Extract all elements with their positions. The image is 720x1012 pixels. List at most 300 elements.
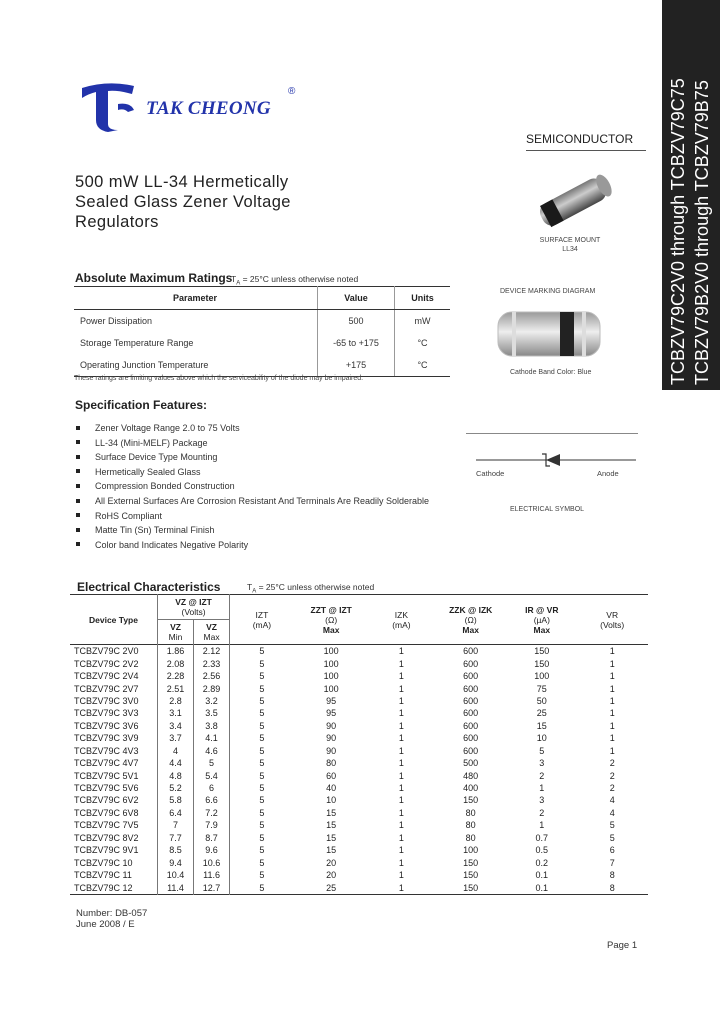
- value-cell: 0.2: [535, 857, 549, 868]
- value-cell: 150: [463, 870, 479, 881]
- value-cell: 5: [259, 671, 265, 682]
- ir-label: IR @ VR: [525, 604, 559, 615]
- value-cell: 5: [259, 857, 265, 868]
- list-item: [76, 438, 429, 453]
- table-row: [70, 782, 648, 794]
- param-cell: Power Dissipation: [74, 310, 318, 333]
- value-cell: 15: [536, 720, 547, 731]
- ir-unit: (µA): [533, 614, 550, 625]
- value-cell: 1: [398, 708, 404, 719]
- value-cell: 1: [398, 783, 404, 794]
- value-cell: 1: [398, 758, 404, 769]
- symbol-top-divider: [466, 433, 638, 434]
- package-caption-line: LL34: [562, 246, 578, 253]
- document-title: [75, 172, 291, 232]
- table-row: [70, 657, 648, 669]
- feature-text: RoHS Compliant: [95, 510, 163, 521]
- value-cell: 600: [463, 708, 479, 719]
- value-cell: 1: [539, 783, 545, 794]
- value-cell: 2.89: [194, 682, 230, 694]
- table-row: [70, 670, 648, 682]
- value-cell: 500: [463, 758, 479, 769]
- device-type-cell: TCBZV79C 6V8: [74, 807, 139, 818]
- zzt-unit: (Ω): [325, 614, 338, 625]
- value-cell: 3.5: [194, 707, 230, 719]
- tak-cheong-logo-icon: [78, 80, 136, 132]
- value-cell: 1: [398, 695, 404, 706]
- feature-text: Zener Voltage Range 2.0 to 75 Volts: [95, 423, 240, 433]
- value-cell: 9.6: [194, 844, 230, 856]
- value-cell: 1: [398, 683, 404, 694]
- value-cell: 6: [609, 845, 615, 856]
- value-cell: 2: [609, 783, 615, 794]
- device-type-cell: TCBZV79C 3V6: [74, 720, 139, 731]
- value-cell: 10: [536, 733, 547, 744]
- table-row: [70, 695, 648, 707]
- vz-unit: (Volts): [181, 607, 206, 617]
- package-caption: [520, 236, 620, 254]
- bullet-icon: [76, 469, 80, 473]
- list-item: [76, 496, 429, 511]
- condition-t: T: [247, 582, 253, 592]
- table-row: [70, 720, 648, 732]
- value-cell: 150: [463, 882, 479, 893]
- table-row: [70, 682, 648, 694]
- value-cell: 1: [609, 708, 615, 719]
- value-cell: 2.56: [194, 670, 230, 682]
- value-cell: 90: [326, 745, 337, 756]
- abs-max-footnote: These ratings are limiting values above which the serviceability of the diode may be impaired.: [74, 375, 364, 382]
- value-cell: 1: [398, 671, 404, 682]
- value-cell: 6: [194, 782, 230, 794]
- sidebar-line-c: TCBZV79C2V0 through TCBZV79C75: [668, 78, 688, 385]
- value-cell: 4.8: [157, 769, 193, 781]
- izt-label: IZT: [255, 609, 269, 620]
- vz-at-izt-label: VZ @ IZT: [175, 597, 212, 607]
- value-cell: 1: [398, 795, 404, 806]
- table-row: [70, 707, 648, 719]
- value-cell: 150: [463, 857, 479, 868]
- list-item: [76, 423, 429, 438]
- marking-caption: Cathode Band Color: Blue: [510, 369, 592, 376]
- value-cell: 1: [398, 646, 404, 657]
- value-cell: 8.7: [194, 832, 230, 844]
- value-cell: 100: [323, 683, 339, 694]
- value-cell: 5: [259, 882, 265, 893]
- value-cell: 2.28: [157, 670, 193, 682]
- value-cell: 20: [326, 857, 337, 868]
- value-cell: 15: [326, 820, 337, 831]
- anode-label: Anode: [597, 469, 619, 478]
- bullet-icon: [76, 440, 80, 444]
- value-cell: 5: [194, 757, 230, 769]
- value-cell: 3: [539, 795, 545, 806]
- table-row: [70, 732, 648, 744]
- col-izt: [230, 595, 294, 645]
- value-cell: 7.7: [157, 832, 193, 844]
- bullet-icon: [76, 426, 80, 430]
- value-cell: 2: [539, 770, 545, 781]
- value-cell: -65 to +175: [318, 332, 395, 354]
- value-cell: 600: [463, 683, 479, 694]
- value-cell: 4: [609, 807, 615, 818]
- part-range-sidebar: [662, 0, 720, 390]
- value-cell: 80: [465, 807, 476, 818]
- value-cell: 1: [609, 658, 615, 669]
- value-cell: 1: [398, 845, 404, 856]
- value-cell: 10.4: [157, 869, 193, 881]
- value-cell: 4: [157, 745, 193, 757]
- value-cell: 5.2: [157, 782, 193, 794]
- condition-rest: = 25°C unless otherwise noted: [256, 582, 375, 592]
- col-zzk: [434, 595, 507, 645]
- value-cell: 75: [536, 683, 547, 694]
- value-cell: 3.2: [194, 695, 230, 707]
- value-cell: 8: [609, 882, 615, 893]
- list-item: [76, 511, 429, 526]
- table-row: [74, 354, 450, 377]
- features-list: [76, 423, 429, 554]
- title-line: Sealed Glass Zener Voltage: [75, 193, 291, 211]
- unit-cell: °C: [395, 354, 451, 377]
- feature-text: LL-34 (Mini-MELF) Package: [95, 437, 208, 448]
- zzk-label: ZZK @ IZK: [449, 604, 493, 615]
- device-type-cell: TCBZV79C 2V2: [74, 658, 139, 669]
- title-line: 500 mW LL-34 Hermetically: [75, 173, 289, 191]
- device-type-cell: TCBZV79C 10: [74, 857, 133, 868]
- bullet-icon: [76, 484, 80, 488]
- table-row: [70, 645, 648, 658]
- cathode-label: Cathode: [476, 469, 505, 478]
- feature-text: Compression Bonded Construction: [95, 481, 235, 492]
- electrical-table: [70, 594, 648, 895]
- value-cell: 1: [609, 720, 615, 731]
- feature-text: Hermetically Sealed Glass: [95, 466, 201, 477]
- abs-max-heading: Absolute Maximum Ratings: [75, 271, 233, 285]
- list-item: [76, 481, 429, 496]
- device-type-cell: TCBZV79C 6V2: [74, 795, 139, 806]
- value-cell: 5: [259, 795, 265, 806]
- table-row: [70, 794, 648, 806]
- value-cell: 3.7: [157, 732, 193, 744]
- device-type-cell: TCBZV79C 5V6: [74, 783, 139, 794]
- value-cell: 25: [326, 882, 337, 893]
- table-row: [74, 310, 450, 333]
- value-cell: 5: [259, 870, 265, 881]
- value-cell: 5: [259, 832, 265, 843]
- value-cell: 90: [326, 733, 337, 744]
- zzt-label: ZZT @ IZT: [310, 604, 352, 615]
- value-cell: 3.1: [157, 707, 193, 719]
- value-cell: 7.2: [194, 807, 230, 819]
- value-cell: 1: [539, 820, 545, 831]
- value-cell: 5: [259, 845, 265, 856]
- condition-sub: A: [252, 588, 257, 595]
- bullet-icon: [76, 513, 80, 517]
- value-cell: 150: [463, 795, 479, 806]
- param-cell: Storage Temperature Range: [74, 332, 318, 354]
- col-vz-max: [194, 620, 230, 645]
- value-cell: 3: [539, 758, 545, 769]
- value-cell: 5: [259, 646, 265, 657]
- list-item: [76, 452, 429, 467]
- vr-label: VR: [606, 609, 619, 620]
- value-cell: 7: [609, 857, 615, 868]
- electrical-condition: [247, 582, 374, 595]
- value-cell: 15: [326, 832, 337, 843]
- table-row: [70, 869, 648, 881]
- value-cell: 100: [323, 658, 339, 669]
- col-units: Units: [395, 287, 451, 310]
- value-cell: 150: [534, 646, 550, 657]
- value-cell: 5: [609, 832, 615, 843]
- value-cell: 90: [326, 720, 337, 731]
- value-cell: 100: [463, 845, 479, 856]
- value-cell: 4.1: [194, 732, 230, 744]
- value-cell: 5.8: [157, 794, 193, 806]
- package-photo-icon: [528, 166, 618, 238]
- ir-max: Max: [533, 624, 551, 635]
- value-cell: 1: [609, 733, 615, 744]
- value-cell: 5: [259, 683, 265, 694]
- value-cell: 480: [463, 770, 479, 781]
- value-cell: 4: [609, 795, 615, 806]
- table-row: [70, 745, 648, 757]
- value-cell: 5: [539, 745, 545, 756]
- registered-mark: ®: [288, 86, 296, 97]
- value-cell: 1: [609, 671, 615, 682]
- device-type-cell: TCBZV79C 3V0: [74, 695, 139, 706]
- value-cell: 8: [609, 870, 615, 881]
- device-type-cell: TCBZV79C 12: [74, 882, 133, 893]
- value-cell: 10.6: [194, 856, 230, 868]
- abs-max-table: [74, 286, 450, 377]
- bullet-icon: [76, 499, 80, 503]
- value-cell: 1: [398, 857, 404, 868]
- division-divider: [526, 150, 646, 151]
- zzt-max: Max: [322, 624, 340, 635]
- device-type-cell: TCBZV79C 11: [74, 870, 132, 881]
- value-cell: 600: [463, 671, 479, 682]
- device-type-cell: TCBZV79C 7V5: [74, 820, 139, 831]
- unit-cell: °C: [417, 338, 428, 348]
- value-cell: 5: [259, 807, 265, 818]
- table-row: [70, 881, 648, 894]
- bullet-icon: [76, 455, 80, 459]
- value-cell: 20: [326, 870, 337, 881]
- document-number: Number: DB-057: [76, 908, 148, 919]
- value-cell: 5.4: [194, 769, 230, 781]
- value-cell: 5: [259, 758, 265, 769]
- device-type-cell: TCBZV79C 4V7: [74, 758, 139, 769]
- value-cell: 11.4: [157, 881, 193, 894]
- param-cell: Operating Junction Temperature: [74, 354, 318, 377]
- col-zzt: [294, 595, 369, 645]
- value-cell: 15: [326, 807, 337, 818]
- value-cell: 3.8: [194, 720, 230, 732]
- value-cell: 1: [398, 658, 404, 669]
- device-type-cell: TCBZV79C 4V3: [74, 745, 139, 756]
- value-cell: 1: [398, 807, 404, 818]
- symbol-caption: ELECTRICAL SYMBOL: [510, 506, 585, 513]
- abs-max-condition: [231, 274, 358, 287]
- value-cell: 150: [534, 658, 550, 669]
- value-cell: 1: [398, 770, 404, 781]
- device-type-cell: TCBZV79C 2V0: [74, 646, 139, 657]
- value-cell: 1: [398, 832, 404, 843]
- value-cell: 5: [259, 658, 265, 669]
- device-type-cell: TCBZV79C 2V7: [74, 683, 139, 694]
- value-cell: 1: [609, 683, 615, 694]
- value-cell: +175: [318, 354, 395, 377]
- value-cell: 3.4: [157, 720, 193, 732]
- value-cell: 1: [609, 745, 615, 756]
- device-type-cell: TCBZV79C 8V2: [74, 832, 139, 843]
- table-row: [70, 807, 648, 819]
- page-number: Page 1: [607, 940, 638, 951]
- feature-text: Surface Device Type Mounting: [95, 452, 218, 463]
- value-cell: 1: [609, 695, 615, 706]
- value-cell: 5: [259, 745, 265, 756]
- vz-min-label: VZ: [170, 622, 181, 632]
- value-cell: 600: [463, 745, 479, 756]
- condition-sub: A: [236, 280, 241, 287]
- value-cell: 1: [398, 733, 404, 744]
- value-cell: 100: [534, 671, 550, 682]
- zzk-unit: (Ω): [464, 614, 477, 625]
- col-parameter: Parameter: [74, 287, 318, 310]
- value-cell: 60: [326, 770, 337, 781]
- sidebar-line-b: TCBZV79B2V0 through TCBZV79B75: [692, 80, 712, 385]
- value-cell: 15: [326, 845, 337, 856]
- value-cell: 1: [398, 745, 404, 756]
- vz-max: Max: [203, 632, 220, 642]
- vz-min: Min: [168, 632, 183, 642]
- value-cell: 6.4: [157, 807, 193, 819]
- features-heading: Specification Features:: [75, 398, 208, 412]
- zzk-max: Max: [462, 624, 479, 635]
- vz-max-label: VZ: [206, 622, 217, 632]
- table-row: [70, 844, 648, 856]
- feature-text: Matte Tin (Sn) Terminal Finish: [95, 525, 215, 536]
- value-cell: 5: [259, 695, 265, 706]
- device-type-cell: TCBZV79C 3V3: [74, 708, 139, 719]
- table-row: [70, 819, 648, 831]
- electrical-heading: Electrical Characteristics: [77, 580, 221, 594]
- value-cell: 2.8: [157, 695, 193, 707]
- unit-cell: mW: [414, 316, 431, 326]
- col-vr: [576, 595, 648, 645]
- izk-label: IZK: [394, 609, 409, 620]
- col-izk: [369, 595, 435, 645]
- value-cell: 1: [398, 870, 404, 881]
- value-cell: 2: [609, 758, 615, 769]
- value-cell: 5: [259, 720, 265, 731]
- value-cell: 1: [398, 820, 404, 831]
- value-cell: 5: [259, 770, 265, 781]
- value-cell: 2.51: [157, 682, 193, 694]
- col-ir: [507, 595, 576, 645]
- value-cell: 0.1: [535, 882, 549, 893]
- value-cell: 600: [463, 720, 479, 731]
- value-cell: 4.6: [194, 745, 230, 757]
- value-cell: 400: [463, 783, 479, 794]
- table-row: [70, 757, 648, 769]
- value-cell: 11.6: [194, 869, 230, 881]
- bullet-icon: [76, 528, 80, 532]
- marking-diagram-title: DEVICE MARKING DIAGRAM: [500, 288, 596, 295]
- value-cell: 500: [318, 310, 395, 333]
- value-cell: 7: [157, 819, 193, 831]
- value-cell: 5: [259, 820, 265, 831]
- izt-unit: (mA): [252, 619, 272, 630]
- document-date: June 2008 / E: [76, 919, 135, 930]
- value-cell: 100: [323, 646, 339, 657]
- device-type-cell: TCBZV79C 2V4: [74, 671, 139, 682]
- value-cell: 2: [609, 770, 615, 781]
- list-item: [76, 467, 429, 482]
- value-cell: 600: [463, 658, 479, 669]
- value-cell: 80: [465, 820, 476, 831]
- value-cell: 1: [398, 882, 404, 893]
- value-cell: 2.12: [194, 645, 230, 658]
- value-cell: 40: [326, 783, 337, 794]
- bullet-icon: [76, 542, 80, 546]
- col-vz-min: [157, 620, 193, 645]
- condition-t: T: [231, 274, 237, 284]
- value-cell: 1.86: [157, 645, 193, 658]
- value-cell: 6.6: [194, 794, 230, 806]
- table-row: [70, 856, 648, 868]
- marking-diagram-icon: [496, 306, 602, 362]
- value-cell: 5: [259, 733, 265, 744]
- value-cell: 5: [609, 820, 615, 831]
- device-type-cell: TCBZV79C 3V9: [74, 733, 139, 744]
- value-cell: 0.1: [535, 870, 549, 881]
- value-cell: 25: [536, 708, 547, 719]
- value-cell: 0.5: [535, 845, 549, 856]
- title-line: Regulators: [75, 213, 159, 231]
- value-cell: 5: [259, 708, 265, 719]
- device-type-cell: TCBZV79C 9V1: [74, 845, 139, 856]
- division-label: SEMICONDUCTOR: [526, 132, 634, 146]
- table-row: [74, 332, 450, 354]
- value-cell: 600: [463, 695, 479, 706]
- brand-name: TAK CHEONG: [146, 98, 271, 119]
- value-cell: 5: [259, 783, 265, 794]
- feature-text: Color band Indicates Negative Polarity: [95, 539, 249, 550]
- table-row: [70, 832, 648, 844]
- value-cell: 0.7: [535, 832, 549, 843]
- list-item: [76, 525, 429, 540]
- electrical-table-body: [70, 645, 648, 895]
- izk-unit: (mA): [392, 619, 411, 630]
- condition-rest: = 25°C unless otherwise noted: [240, 274, 359, 284]
- value-cell: 95: [326, 708, 337, 719]
- col-device-type: Device Type: [89, 614, 138, 625]
- list-item: [76, 540, 429, 555]
- value-cell: 7.9: [194, 819, 230, 831]
- col-value: Value: [318, 287, 395, 310]
- value-cell: 2.33: [194, 657, 230, 669]
- package-caption-line: SURFACE MOUNT: [539, 237, 601, 244]
- value-cell: 9.4: [157, 856, 193, 868]
- value-cell: 1: [609, 646, 615, 657]
- value-cell: 8.5: [157, 844, 193, 856]
- vr-unit: (Volts): [600, 619, 625, 630]
- value-cell: 600: [463, 646, 479, 657]
- feature-text: All External Surfaces Are Corrosion Resistant And Terminals Are Readily Solderable: [95, 495, 429, 506]
